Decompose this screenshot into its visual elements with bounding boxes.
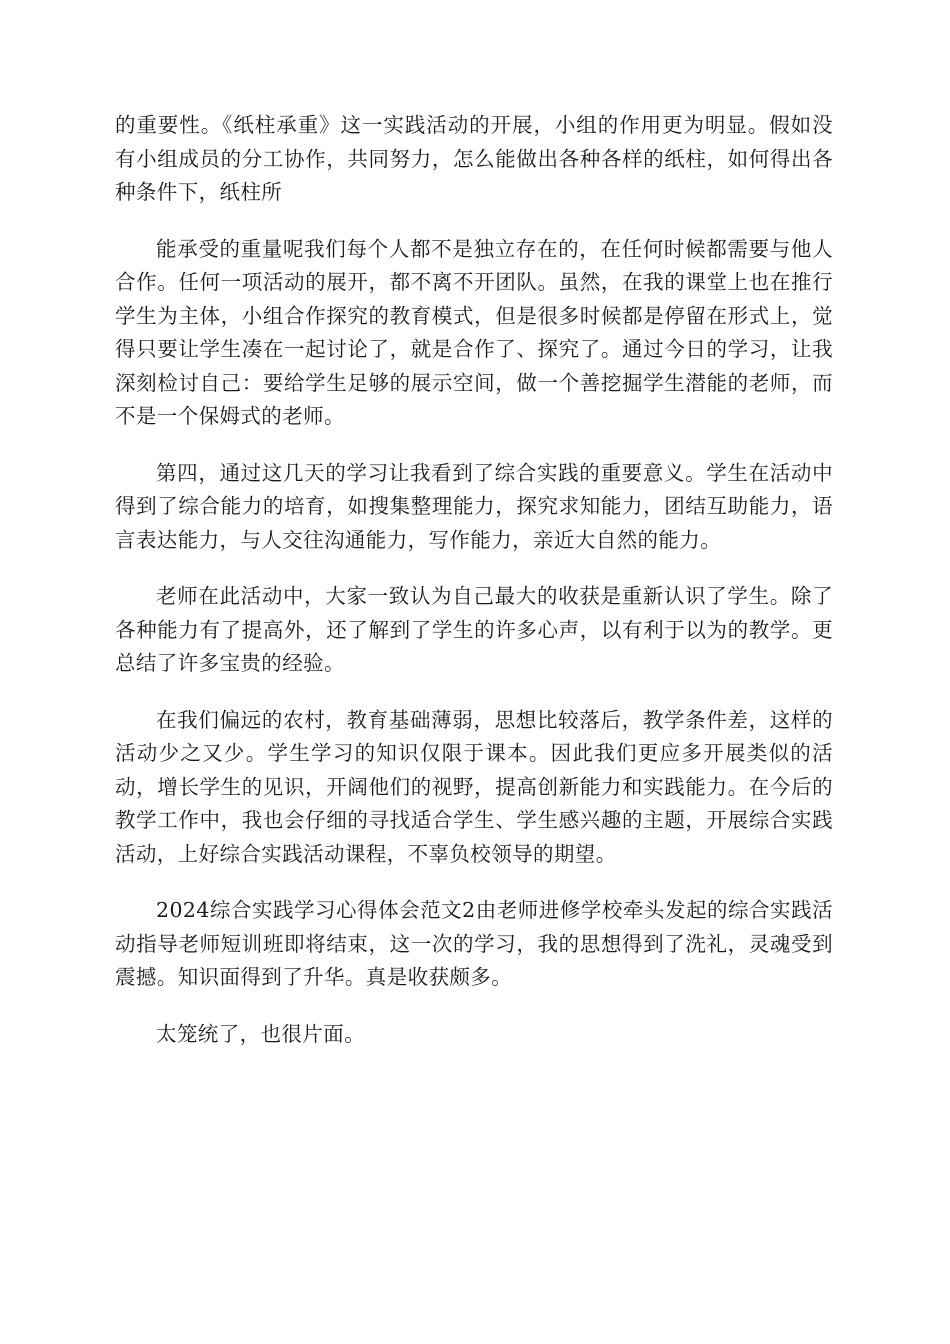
paragraph-7: 太笼统了，也很片面。 (156, 1021, 365, 1046)
paragraph-6: 2024综合实践学习心得体会范文2由老师进修学校牵头发起的综合实践活动指导老师短训班即将结束，这一次的学习，我的思想得到了洗礼，灵魂受到震撼。知识面得到了升华。真是收获颇多。 (115, 898, 833, 989)
paragraph-5: 在我们偏远的农村，教育基础薄弱，思想比较落后，教学条件差，这样的活动少之又少。学生学习的知识仅限于课本。因此我们更应多开展类似的活动，增长学生的见识，开阔他们的视野，提高创新能力和实践能力。在今后的教学工作中，我也会仔细的寻找适合学生、学生感兴趣的主题，开展综合实践活动，上好综合实践活动课程，不辜负校领导的期望。 (115, 707, 833, 866)
paragraph-3: 第四，通过这几天的学习让我看到了综合实践的重要意义。学生在活动中得到了综合能力的培育，如搜集整理能力，探究求知能力，团结互助能力，语言表达能力，与人交往沟通能力，写作能力，亲近大自然的能力。 (115, 460, 833, 552)
document-body (115, 109, 833, 1074)
paragraph-2: 能承受的重量呢我们每个人都不是独立存在的，在任何时候都需要与他人合作。任何一项活动的展开，都不离不开团队。虽然，在我的课堂上也在推行学生为主体，小组合作探究的教育模式，但是很多时候都是停留在形式上，觉得只要让学生凑在一起讨论了，就是合作了、探究了。通过今日的学习，让我深刻检讨自己：要给学生足够的展示空间，做一个善挖掘学生潜能的老师，而不是一个保姆式的老师。 (115, 236, 833, 428)
paragraph-1: 的重要性。《纸柱承重》这一实践活动的开展，小组的作用更为明显。假如没有小组成员的分工协作，共同努力，怎么能做出各种各样的纸柱，如何得出各种条件下，纸柱所 (115, 113, 833, 204)
paragraph-4: 老师在此活动中，大家一致认为自己最大的收获是重新认识了学生。除了各种能力有了提高外，还了解到了学生的许多心声，以有利于以为的教学。更总结了许多宝贵的经验。 (115, 584, 833, 675)
